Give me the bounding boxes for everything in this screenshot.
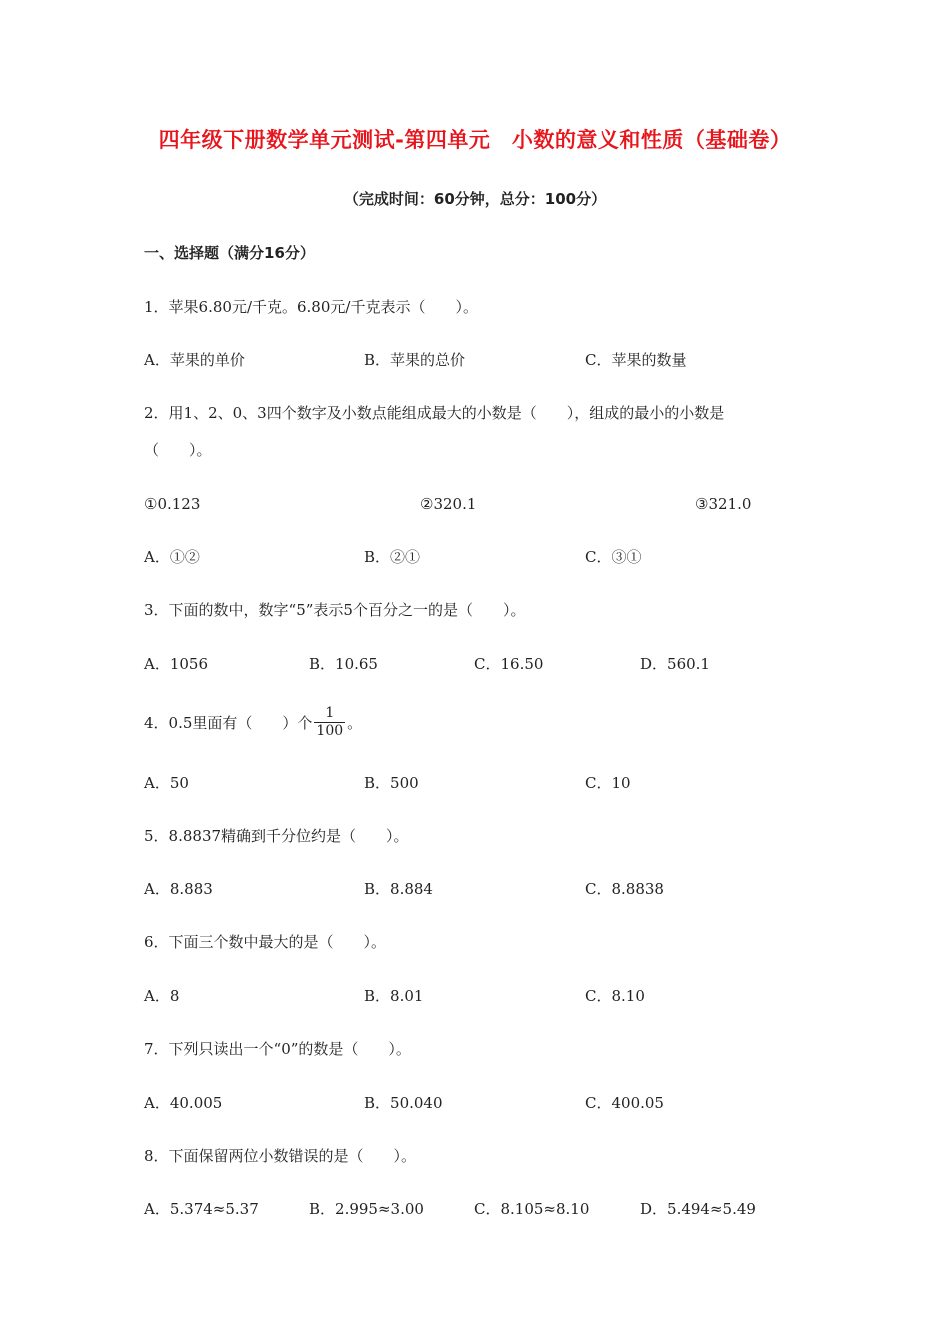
question-5-option-c: C．8.8838 xyxy=(585,880,664,898)
question-1-option-b: B．苹果的总价 xyxy=(364,351,466,369)
question-3-option-c: C．16.50 xyxy=(474,655,544,673)
question-3-option-a: A．1056 xyxy=(144,655,209,673)
question-4-stem-suffix: 。 xyxy=(347,714,363,732)
fraction-denominator: 100 xyxy=(316,722,344,739)
question-1-option-a: A．苹果的单价 xyxy=(144,351,245,369)
question-4-option-b: B．500 xyxy=(364,774,419,792)
question-7-option-c: C．400.05 xyxy=(585,1094,664,1112)
question-7-stem: 7．下列只读出一个“0”的数是（ ）。 xyxy=(144,1040,411,1058)
question-5-option-b: B．8.884 xyxy=(364,880,433,898)
question-6-option-a: A．8 xyxy=(144,987,180,1005)
fraction-numerator: 1 xyxy=(314,705,345,723)
question-1-stem: 1．苹果6.80元/千克。6.80元/千克表示（ ）。 xyxy=(144,298,478,316)
question-4-stem xyxy=(144,704,362,742)
question-5-option-a: A．8.883 xyxy=(144,880,213,898)
section-heading-choice: 一、选择题（满分16分） xyxy=(144,244,315,262)
question-4-stem-prefix: 4．0.5里面有（ ）个 xyxy=(144,714,313,732)
question-8-option-b: B．2.995≈3.00 xyxy=(309,1200,424,1218)
question-6-stem: 6．下面三个数中最大的是（ ）。 xyxy=(144,933,387,951)
page-title: 四年级下册数学单元测试-第四单元 小数的意义和性质（基础卷） xyxy=(158,128,792,152)
question-2-item-1: ①0.123 xyxy=(144,495,201,513)
question-2-item-3: ③321.0 xyxy=(695,495,752,513)
question-2-stem-line2: （ ）。 xyxy=(144,441,212,459)
question-8-option-d: D．5.494≈5.49 xyxy=(640,1200,756,1218)
question-3-option-d: D．560.1 xyxy=(640,655,710,673)
question-7-option-b: B．50.040 xyxy=(364,1094,443,1112)
question-2-stem-line1: 2．用1、2、0、3四个数字及小数点能组成最大的小数是（ ），组成的最小的小数是 xyxy=(144,404,725,422)
question-2-option-a: A．①② xyxy=(144,548,200,566)
question-8-option-a: A．5.374≈5.37 xyxy=(144,1200,259,1218)
question-3-option-b: B．10.65 xyxy=(309,655,378,673)
question-2-option-b: B．②① xyxy=(364,548,421,566)
question-2-option-c: C．③① xyxy=(585,548,642,566)
question-2-item-2: ②320.1 xyxy=(420,495,477,513)
question-8-option-c: C．8.105≈8.10 xyxy=(474,1200,590,1218)
question-7-option-a: A．40.005 xyxy=(144,1094,223,1112)
question-5-stem: 5．8.8837精确到千分位约是（ ）。 xyxy=(144,827,409,845)
question-6-option-b: B．8.01 xyxy=(364,987,424,1005)
question-8-stem: 8．下面保留两位小数错误的是（ ）。 xyxy=(144,1147,417,1165)
question-4-option-c: C．10 xyxy=(585,774,631,792)
question-3-stem: 3．下面的数中，数字“5”表示5个百分之一的是（ ）。 xyxy=(144,601,526,619)
fraction-one-hundredth xyxy=(314,705,345,740)
page-subtitle: （完成时间：60分钟，总分：100分） xyxy=(343,190,607,208)
question-1-option-c: C．苹果的数量 xyxy=(585,351,687,369)
question-6-option-c: C．8.10 xyxy=(585,987,645,1005)
question-4-option-a: A．50 xyxy=(144,774,189,792)
